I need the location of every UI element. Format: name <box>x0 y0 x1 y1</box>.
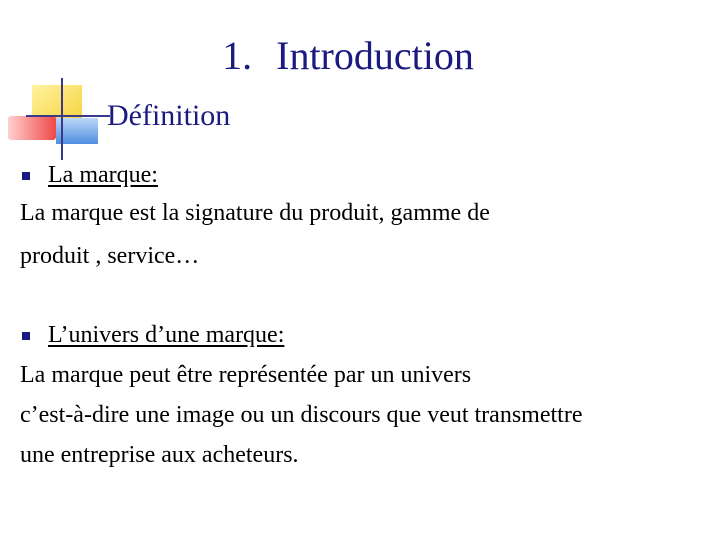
section-line: c’est-à-dire une image ou un discours que veut transmettre <box>20 402 583 428</box>
bullet-square-icon <box>22 332 30 340</box>
section-line: La marque est la signature du produit, gamme de <box>20 200 490 226</box>
decorative-squares-graphic <box>0 76 110 166</box>
section-line: produit , service… <box>20 243 200 269</box>
title-text: Introduction <box>276 33 474 78</box>
section-line: La marque peut être représentée par un univers <box>20 362 472 388</box>
slide-title <box>0 30 696 82</box>
bullet-square-icon <box>22 172 30 180</box>
slide-subtitle: Définition <box>107 99 231 132</box>
section-heading-univers: L’univers d’une marque: <box>48 322 285 348</box>
section-line: une entreprise aux acheteurs. <box>20 442 299 468</box>
section-heading-marque: La marque: <box>48 162 158 188</box>
deco-red-bar <box>8 116 56 140</box>
title-number: 1. <box>222 33 253 78</box>
